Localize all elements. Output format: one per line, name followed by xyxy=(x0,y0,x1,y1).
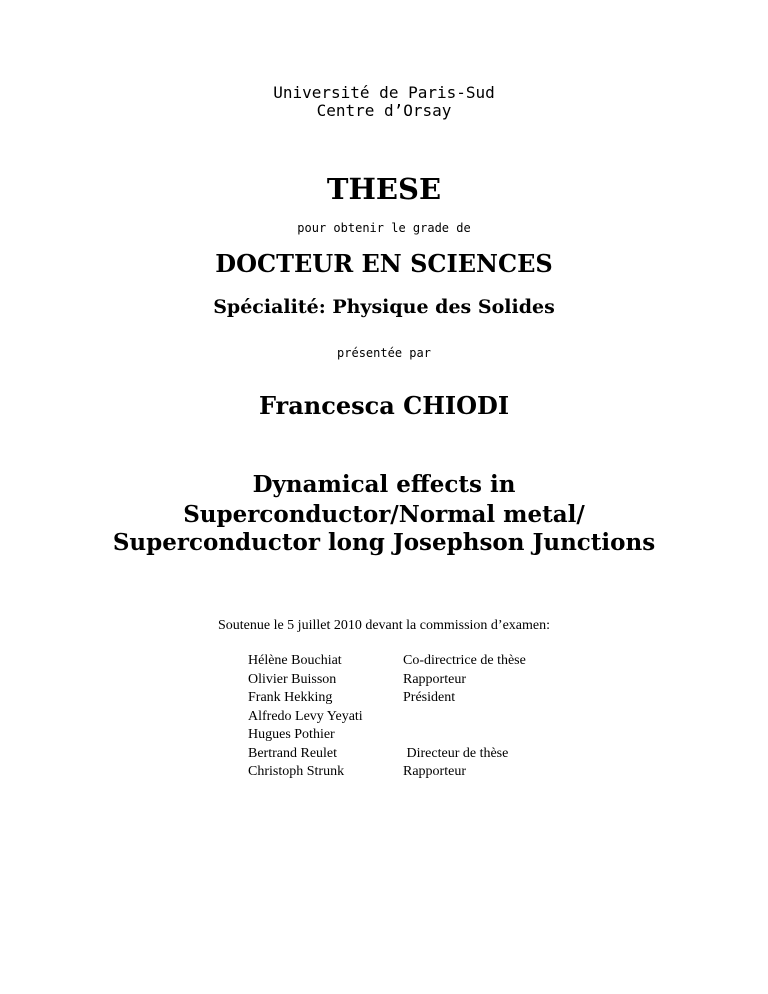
jury-member-role: Directeur de thèse xyxy=(403,745,509,761)
jury-member-name: Christoph Strunk xyxy=(248,764,345,779)
jury-member-name: Bertrand Reulet xyxy=(248,745,338,761)
jury-member xyxy=(248,763,583,782)
thesis-title-line-3: Superconductor long Josephson Junctions xyxy=(112,529,656,556)
jury-member-name: Hugues Pothier xyxy=(248,727,335,742)
specialite-line: Spécialité: Physique des Solides xyxy=(213,296,555,318)
jury-member-role: Président xyxy=(403,690,456,705)
jury-member-role: Co-directrice de thèse xyxy=(403,653,526,668)
jury-member-role: Rapporteur xyxy=(403,671,466,687)
jury-member xyxy=(248,689,583,708)
jury-member xyxy=(248,671,583,690)
jury-member xyxy=(248,745,583,764)
jury-member xyxy=(248,652,583,671)
jury-member-name: Hélène Bouchiat xyxy=(248,653,342,668)
presented-by: présentée par xyxy=(337,346,431,360)
grade-intro: pour obtenir le grade de xyxy=(297,221,471,235)
jury-member-name: Olivier Buisson xyxy=(248,671,337,687)
jury-member-role: Rapporteur xyxy=(403,764,466,779)
jury-list xyxy=(248,652,583,782)
jury-member-name: Alfredo Levy Yeyati xyxy=(248,708,363,724)
thesis-title-line-1: Dynamical effects in xyxy=(252,471,516,498)
jury-member xyxy=(248,708,583,727)
jury-member-role xyxy=(403,726,583,745)
jury-member-role xyxy=(403,708,583,727)
these-heading: THESE xyxy=(326,172,442,206)
degree-heading: DOCTEUR EN SCIENCES xyxy=(215,249,553,278)
jury-member-name: Frank Hekking xyxy=(248,690,333,705)
university-name: Université de Paris-Sud xyxy=(273,83,495,102)
defense-statement: Soutenue le 5 juillet 2010 devant la commission d’examen: xyxy=(217,618,551,633)
thesis-title-line-2: Superconductor/Normal metal/ xyxy=(183,501,585,528)
jury-member xyxy=(248,726,583,745)
centre-name: Centre d’Orsay xyxy=(316,101,452,120)
author-name: Francesca CHIODI xyxy=(258,391,510,420)
